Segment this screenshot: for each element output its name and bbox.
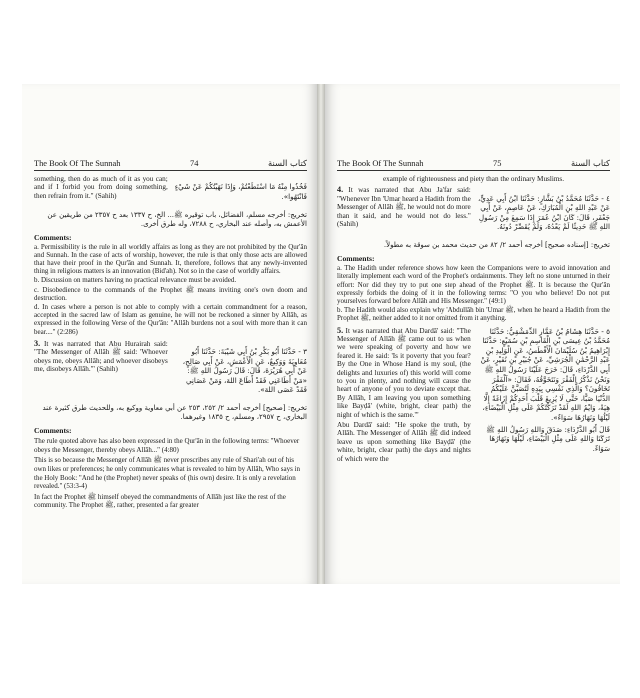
left-comments2-p2: This is so because the Messenger of Allāh ﷺ never prescribes any rule of Shari'ah out of his own likes or preferences; he only communicates what is revealed to him by Allāh, Who says in the Holy Book: "And he (the Prophet) never speaks of (his own) desire. It is only a revelation revealed." (53:3-4) [34, 456, 300, 491]
hadith-3-arabic: ٣ - حَدَّثَنَا أَبُو بَكْرِ بْنُ أَبِي شَيْبَةَ: حَدَّثَنَا أَبُو مُعَاوِيَةَ وَوَكِيعٌ، عَنِ الْأَعْمَشِ، عَنْ أَبِي صَالِحٍ، عَنْ أَبِي هُرَيْرَةَ، قَالَ: قَالَ رَسُولُ اللهِ ﷺ: «مَنْ أَطَاعَنِي فَقَدْ أَطَاعَ اللهَ، وَمَنْ عَصَانِي فَقَدْ عَصَى اللهَ». [182, 346, 307, 395]
left-page-content [34, 158, 307, 584]
right-page-number: 75 [493, 159, 502, 168]
left-comment-c: c. Disobedience to the commands of the Prophet ﷺ means inviting one's own doom and destruction. [34, 285, 307, 302]
left-intro-takhrij: تخريج: أخرجه مسلم، الفضائل، باب توقيره ﷺ... الخ، ح ١٣٣٧ بعد ح ٢٣٥٧ من طريقين عن الأعمش به، وأصله عند البخاري، ح ٧٢٨٨، وله طرق أخرى. [47, 210, 307, 228]
left-comment-b: b. Discussion on matters having no practical relevance must be avoided. [34, 276, 237, 285]
right-page-header [337, 158, 610, 171]
right-page-content [337, 158, 610, 584]
hadith-5-english-column [337, 327, 471, 464]
hadith-5-english-2: Abu Dardā' said: "He spoke the truth, by Allāh. The Messenger of Allāh ﷺ did indeed leave us upon something like Bayḍā' (the white, bright, clear path) the days and nights of which were the [337, 421, 471, 463]
left-comments2-p1: The rule quoted above has also been expressed in the Qur'ān in the following terms: "Whoever obeys the Messenger, thereby obeys Allāh..." (4:80) [34, 437, 300, 454]
open-book [22, 84, 620, 584]
hadith-5-english [337, 327, 471, 419]
hadith-5-arabic: ٥ - حَدَّثَنَا هِشَامُ بْنُ عَمَّارٍ الدِّمَشْقِيُّ: حَدَّثَنَا مُحَمَّدُ بْنُ عِيسَى بْنِ الْقَاسِمِ بْنِ سُمَيْعٍ: حَدَّثَنَا إِبْرَاهِيمُ بْنُ سُلَيْمَانَ الْأَفْطَسُ، عَنِ الْوَلِيدِ بْنِ عَبْدِ الرَّحْمَٰنِ الْجُرَشِيِّ، عَنْ جُبَيْرِ بْنِ نُفَيْرٍ، عَنْ أَبِي الدَّرْدَاءِ، قَالَ: خَرَجَ عَلَيْنَا رَسُولُ اللهِ ﷺ وَنَحْنُ نَذْكُرُ الْفَقْرَ وَنَتَخَوَّفُهُ، فَقَالَ: «آلْفَقْرَ تَخَافُونَ؟ وَالَّذِي نَفْسِي بِيَدِهِ لَتُصَبَّنَّ عَلَيْكُمُ الدُّنْيَا صَبًّا، حَتَّى لَا يُزِيغَ قَلْبَ أَحَدِكُمْ إِزَاغَةً إِلَّا هِيَهْ، وَايْمُ اللهِ لَقَدْ تَرَكْتُكُمْ عَلَى مِثْلِ الْبَيْضَاءِ، لَيْلُهَا وَنَهَارُهَا سَوَاءٌ». [480, 326, 610, 422]
hadith-5-number: 5. [337, 325, 344, 335]
hadith-4-arabic: ٤ - حَدَّثَنَا مُحَمَّدُ بْنُ بَشَّارٍ: حَدَّثَنَا ابْنُ أَبِي عَدِيٍّ، عَنْ عَبْدِ اللهِ بْنِ الْمُبَارَكِ، عَنْ عَاصِمٍ، عَنْ أَبِي جَعْفَرٍ، قَالَ: كَانَ ابْنُ عُمَرَ إِذَا سَمِعَ مِنْ رَسُولِ اللهِ ﷺ حَدِيثًا لَمْ يَعْدُهُ، وَلَمْ يُقَصِّرْ دُونَهُ. [477, 193, 610, 232]
hadith-5-arabic-2: قَالَ أَبُو الدَّرْدَاءِ: صَدَقَ وَاللهِ رَسُولُ اللهِ ﷺ تَرَكَنَا وَاللهِ عَلَى مِثْلِ الْبَيْضَاءِ، لَيْلُهَا وَنَهَارُهَا سَوَاءٌ. [486, 424, 610, 453]
hadith-3-number: 3. [34, 338, 41, 348]
left-intro-english: something, then do as much of it as you can; and if I forbid you from doing something, then refrain from it." (Sahih) [34, 175, 168, 200]
hadith-3-english [34, 340, 168, 374]
right-header-arabic-title: كتاب السنة [571, 158, 610, 168]
hadith-5-arabic-column [477, 327, 610, 454]
left-page-number: 74 [190, 159, 199, 168]
hadith-4-english [337, 186, 471, 228]
left-comments2-p3: In fact the Prophet ﷺ himself obeyed the commandments of Allāh just like the rest of the community. The Prophet ﷺ, rather, presented a far greater [34, 492, 286, 510]
right-intro-english: example of righteousness and piety than the ordinary Muslims. [382, 175, 565, 183]
hadith-4-number: 4. [337, 185, 344, 195]
left-comments-heading: Comments: [34, 232, 72, 242]
left-comments2-heading: Comments: [34, 426, 72, 436]
hadith-5-row [337, 327, 610, 464]
left-intro-row [34, 175, 307, 209]
right-header-title: The Book Of The Sunnah [337, 159, 424, 168]
left-page-header [34, 158, 307, 171]
left-header-arabic-title: كتاب السنة [268, 158, 307, 168]
left-header-title: The Book Of The Sunnah [34, 159, 121, 168]
right-page [325, 84, 620, 584]
hadith-5-english-text: It was narrated that Abu Dardā' said: "The Messenger of Allāh ﷺ came out to us when we were speaking of poverty and how we feared it. He said: 'Is it poverty that you fear? By the One in Whose Hand is my soul, (the delights and luxuries of) this world will come to you in plenty, and nothing will cause the heart of anyone of you to deviate except that. By Allāh, I am leaving you upon something like Bayḍā' (white, bright, clear path) the night of which is the same.'" [337, 326, 471, 419]
hadith-3-english-text: It was narrated that Abu Hurairah said: "The Messenger of Allāh ﷺ said: 'Whoever obeys me, obeys Allāh; and whoever disobeys me, disobeys Allāh.'" (Sahih) [34, 339, 168, 374]
book-gutter [317, 84, 325, 584]
hadith-4-takhrij: تخريج: [إسناده صحيح] أخرجه أحمد ٢/ ٨٢ من حديث محمد بن سوقة به مطولاً. [383, 241, 610, 250]
right-comments-heading: Comments: [337, 254, 375, 264]
left-comment-a: a. Permissibility is the rule in all worldly affairs as long as they are not prohibited by the Qur'ān and Sunnah. In the case of acts of worship, however, the rule is that only those acts are allowed that have their proof in the Qur'ān and Sunnah. It, therefore, follows that any newly-invented thing in religious matters is an innovation (Bid'ah). Not so in the case of worldly affairs. [34, 242, 307, 276]
hadith-3-takhrij: تخريج: [صحيح] أخرجه أحمد ٢/ ٢٥٢، ٢٥٣ عن أبي معاوية ووكيع به، وللحديث طرق كثيرة عند البخاري، ح ٢٩٥٧، ومسلم، ح ١٨٣٥ وغيرهما. [42, 404, 307, 422]
left-intro-arabic: فَخُذُوا مِنْهُ مَا اسْتَطَعْتُمْ، وَإِذَا نَهَيْتُكُمْ عَنْ شَيْءٍ فَانْتَهُوا». [174, 182, 307, 201]
left-comment-d: d. In cases where a person is not able to comply with a certain commandment for a reason, accepted in the sacred law of Islam as genuine, he will not be reckoned a sinner by Allāh, as expressed in the following Verse of the Qur'ān: "Allāh burdens not a soul with more than it can bear...." (2:286) [34, 302, 307, 336]
left-page [22, 84, 317, 584]
hadith-4-english-text: It was narrated that Abu Ja'far said: "Whenever Ibn 'Umar heard a Hadith from the Messenger of Allāh ﷺ, he would not do more than it said, and he would not do less." (Sahih) [337, 186, 471, 229]
right-comment-a: a. The Hadith under reference shows how keen the Companions were to avoid innovation and literally implement each word of the Prophet's ordainments. They left no stone unturned in their effort: Nor did they try to put one step ahead of the Prophet ﷺ. It is because the Qur'ān expressly forbids the doing of it in the following terms: "O you who believe! Do not put yourselves forward before Allāh and His Messenger." (49:1) [337, 264, 610, 305]
hadith-3-row [34, 340, 307, 402]
right-comment-b: b. The Hadith would also explain why 'Abdullāh bin 'Umar ﷺ, when he heard a Hadith from the Prophet ﷺ, neither added to it nor omitted from it anything. [337, 306, 610, 323]
hadith-4-row [337, 186, 610, 239]
